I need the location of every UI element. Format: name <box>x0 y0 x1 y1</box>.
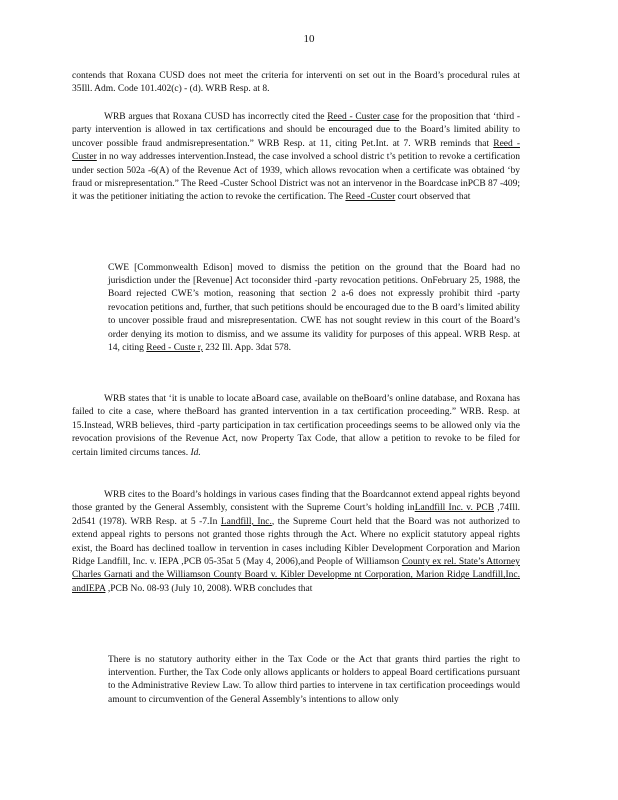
paragraph-text: WRB argues that Roxana CUSD has incorrectly cited the Reed - Custer case for the proposition that ‘third -party intervention is allowed in tax certifications and should be encouraged due to the Board’s limited ability to uncover possible fraud andmisrepresentation.” WRB Resp. at 11, citing Pet.Int. at 7. WRB reminds that Reed - Custer in no way addresses intervention.Instead, the case involved a school distric t’s petition to revoke a certification under section 502a -6(A) of the Revenue Act of 1939, which allows revocation when a certificate was obtained ‘by fraud or misrepresentation.” The Reed -Custer School District was not an intervenor in the Boardcase inPCB 87 -409; it was the petitioner initiating the action to revoke the certification. The Reed -Custer court observed that <box>72 112 521 203</box>
case-citation: Reed - Custer <box>72 138 520 163</box>
paragraph-continuation <box>72 70 520 97</box>
case-citation: Reed - Custer case <box>327 112 400 122</box>
block-quote-tax-code <box>108 644 520 717</box>
paragraph-text: WRB states that ‘it is unable to locate aBoard case, available on theBoard’s online database, and Roxana has failed to cite a case, where theBoard has granted intervention in a tax certification proceeding.” WRB. Resp. at 15.Instead, WRB believes, third -party participation in tax certification proceedings seems to be allowed only via the revocation provisions of the Revenue Act, now Property Tax Code, that allow a petition to revoke to be filed for certain limited circums tances. Id. <box>72 394 520 458</box>
paragraph-reed-custer <box>72 111 520 205</box>
case-citation: Reed - Custe r, <box>146 342 203 353</box>
paragraph-board-holdings <box>72 489 520 596</box>
citation-id: Id. <box>190 447 201 458</box>
block-quote-reed-custer <box>108 252 520 365</box>
case-citation: County ex rel. State’s Attorney Charles Garnati and the Williamson County Board v. Kibler Developme nt Corporation, Marion Ridge Landfill,Inc. andIEPA <box>72 557 520 594</box>
case-citation: Landfill, Inc. <box>220 516 272 527</box>
page-number: 10 <box>303 33 315 45</box>
paragraph-text: contends that Roxana CUSD does not meet the criteria for interventi on set out in the Board’s procedural rules at 35Ill. Adm. Code 101.402(c) - (d). WRB Resp. at 8. <box>72 71 520 95</box>
quote-text: There is no statutory authority either in the Tax Code or the Act that grants third parties the right to intervention. Further, the Tax Code only allows applicants or holders to appeal Board certifications pursuant to the Administrative Review Law. To allow third parties to intervene in tax certification proceedings would amount to circumvention of the General Assembly’s intentions to allow only <box>108 654 520 705</box>
quote-text: CWE [Commonwealth Edison] moved to dismiss the petition on the ground that the Board had no jurisdiction under the [Revenue] Act toconsider third -party revocation petitions. OnFebruary 25, 1988, the Board rejected CWE’s motion, reasoning that section 2 a-6 does not expressly prohibit third -party revocation petitions and, further, that such petitions should be encouraged due to the B oard’s limited ability to uncover possible fraud and misrepresentation. CWE has not sought review in this court of the Board’s order denying its motion to dismiss, and we assume its validity for purposes of this appeal. WRB Resp. at 14, citing Reed - Custe r, 232 Ill. App. 3dat 578. <box>108 262 520 353</box>
paragraph-online-database <box>72 393 520 460</box>
paragraph-text: WRB cites to the Board’s holdings in various cases finding that the Boardcannot extend appeal rights beyond those granted by the General Assembly, consistent with the Supreme Court’s holding inLandfill Inc. v. PCB ,74Ill. 2d541 (1978). WRB Resp. at 5 -7.In Landfill, Inc., the Supreme Court held that the Board was not authorized to extend appeal rights to persons not granted those rights through the Act. Where no explicit statutory appeal rights exist, the Board has declined toallow in tervention in cases including Kibler Development Corporation and Marion Ridge Landfill, Inc. v. IEPA ,PCB 05-35at 5 (May 4, 2006),and People of Williamson County ex rel. State’s Attorney Charles Garnati and the Williamson County Board v. Kibler Developme nt Corporation, Marion Ridge Landfill,Inc. andIEPA ,PCB No. 08-93 (July 10, 2008). WRB concludes that <box>72 490 520 594</box>
case-citation: Landfill Inc. v. PCB <box>414 503 495 514</box>
case-citation: Reed -Custer <box>345 192 396 203</box>
